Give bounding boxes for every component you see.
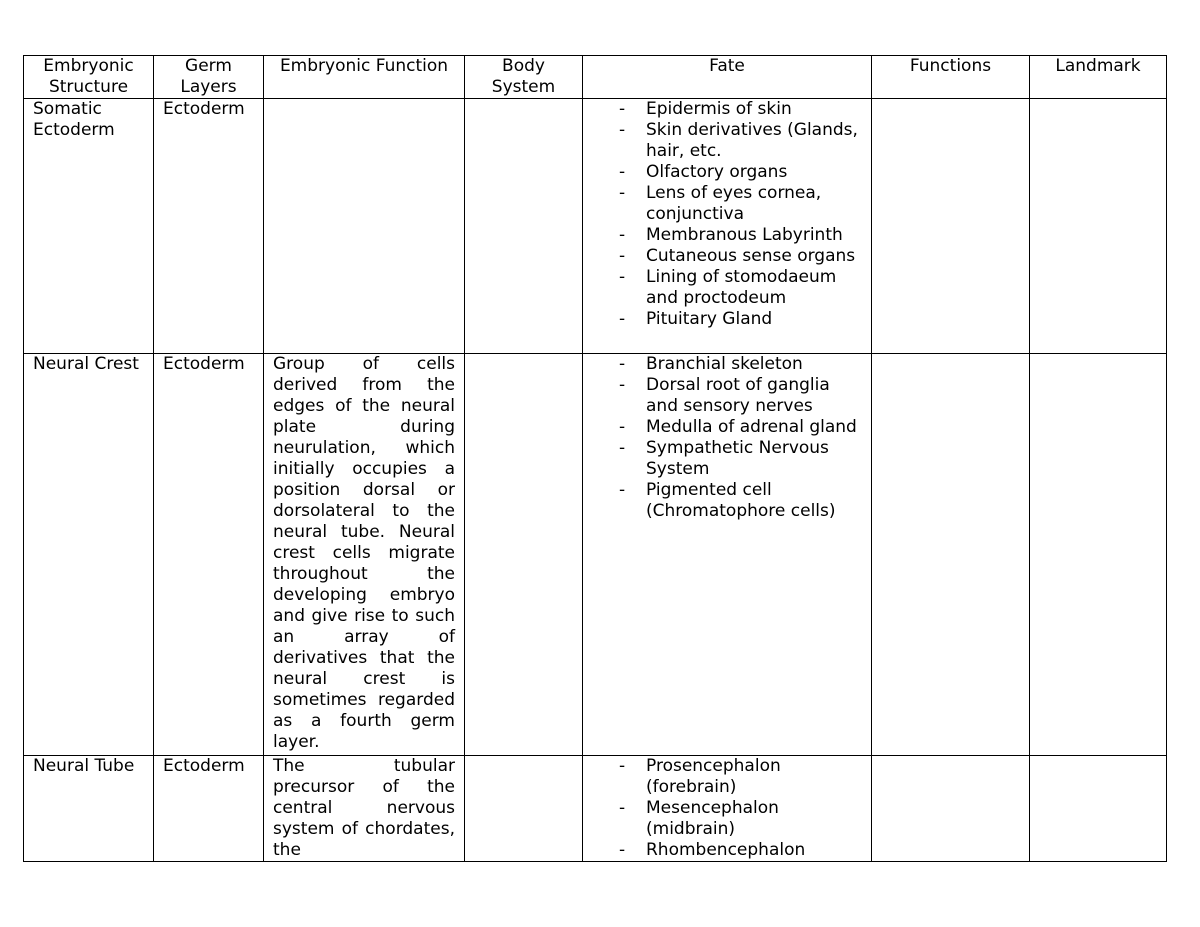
cell-landmark	[1030, 756, 1167, 862]
header-body-system: Body System	[465, 56, 583, 99]
cell-fate	[583, 99, 872, 354]
fate-item: - Lining of stomodaeum and proctodeum	[619, 267, 862, 309]
cell-landmark	[1030, 99, 1167, 354]
fate-list	[592, 756, 862, 861]
embryology-table	[23, 55, 1167, 862]
cell-embryonic-function: Group of cells derived from the edges of the neural plate during neurulation, which initially occupies a position dorsal or dorsolateral to the neural tube. Neural crest cells migrate throughout the developing embryo and give rise to such an array of derivatives that the neural crest is sometimes regarded as a fourth germ layer.	[264, 354, 465, 756]
cell-germ-layer: Ectoderm	[154, 756, 264, 862]
header-germ-layers: Germ Layers	[154, 56, 264, 99]
fate-item: - Medulla of adrenal gland	[619, 417, 862, 438]
cell-germ-layer: Ectoderm	[154, 354, 264, 756]
cell-structure: Neural Crest	[24, 354, 154, 756]
fate-item: - Cutaneous sense organs	[619, 246, 862, 267]
fate-item: - Pigmented cell (Chromatophore cells)	[619, 480, 862, 522]
fate-item: - Olfactory organs	[619, 162, 862, 183]
fate-item: - Epidermis of skin	[619, 99, 862, 120]
fate-item: - Mesencephalon (midbrain)	[619, 798, 862, 840]
cell-functions	[872, 354, 1030, 756]
fate-item: - Branchial skeleton	[619, 354, 862, 375]
header-embryonic-structure: Embryonic Structure	[24, 56, 154, 99]
header-landmark: Landmark	[1030, 56, 1167, 99]
fate-item: - Sympathetic Nervous System	[619, 438, 862, 480]
header-fate: Fate	[583, 56, 872, 99]
fate-item: - Skin derivatives (Glands, hair, etc.	[619, 120, 862, 162]
cell-functions	[872, 99, 1030, 354]
fate-list	[592, 99, 862, 330]
cell-functions	[872, 756, 1030, 862]
cell-germ-layer: Ectoderm	[154, 99, 264, 354]
fate-item: - Prosencephalon (forebrain)	[619, 756, 862, 798]
fate-item: - Rhombencephalon	[619, 840, 862, 861]
fate-item: - Lens of eyes cornea, conjunctiva	[619, 183, 862, 225]
cell-structure: Neural Tube	[24, 756, 154, 862]
fate-list	[592, 354, 862, 522]
header-functions: Functions	[872, 56, 1030, 99]
cell-body-system	[465, 354, 583, 756]
cell-fate	[583, 354, 872, 756]
cell-landmark	[1030, 354, 1167, 756]
fate-item: - Dorsal root of ganglia and sensory nerves	[619, 375, 862, 417]
table-row	[24, 354, 1167, 756]
table-header-row	[24, 56, 1167, 99]
fate-item: - Pituitary Gland	[619, 309, 862, 330]
cell-body-system	[465, 99, 583, 354]
cell-body-system	[465, 756, 583, 862]
cell-embryonic-function	[264, 99, 465, 354]
cell-fate	[583, 756, 872, 862]
cell-structure: Somatic Ectoderm	[24, 99, 154, 354]
table-row	[24, 756, 1167, 862]
table-row	[24, 99, 1167, 354]
fate-item: - Membranous Labyrinth	[619, 225, 862, 246]
cell-embryonic-function: The tubular precursor of the central nervous system of chordates, the	[264, 756, 465, 862]
header-embryonic-function: Embryonic Function	[264, 56, 465, 99]
